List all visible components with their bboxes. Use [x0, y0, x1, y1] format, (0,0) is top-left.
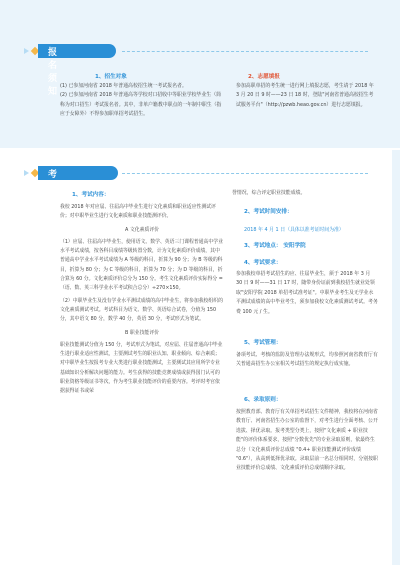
section-title: 报名须知	[48, 48, 59, 97]
eligibility-heading: 1、招生对象	[95, 74, 127, 80]
skill-eval-para: 职业技能测试分值为 150 分，考试形式为笔试。对应届、往届普通高中毕业生进行职业适应性测试，主要测试考生的职业认知、职业倾向、综合素质；对中职毕业生按报考专业大类进行职业技能测试，主要测试其应用所学专业基础知识分析解决问题的能力。考生获得的技能竞赛成绩或获得国门认可的职业资格等级证书等次，作为考生职业技能评价的重要内容。考评时考官依据获得证书或荣	[60, 341, 223, 395]
admission-text: 按照教育部、教育厅有关单招考试招生文件精神，我校将在河南省教育厅、河南省招生办公室的监督下，对考生进行全面考核、公开选拔、择优录取。报考类型分类上，按照"文化素质 + 职业技能"的评价体系要求，按照"分数优先"的专业录取原则，依最终生总分（文化素质评价总成绩 "0.4+ 职业技能测试评价成绩 "0.6"），从高到低择优录取。录取层前一名总分相同时，分别按职业技能评价总成绩、文化素质评价总成绩顺序录取。	[236, 409, 378, 472]
exam-location-heading: 3、考试地点： 安阳学院	[244, 243, 306, 249]
header-rule	[122, 173, 368, 175]
culture-eval-para-2: （2）中职毕业生及没有学业水平测试成绩的高中毕业生，将参加我校组织的文化素质测试考试。考试科目为语文、数学、英语综合试卷，分值为 150 分，其中语文 80 分，数学 40 分，英语 30 分，考试形式为笔试。	[60, 297, 223, 323]
exam-requirement-text: 参加我校单招考试招生的应、往届毕业生，须于 2018 年 3 月 30 日 9 时——31 日 17 时，随带身份证前到我校招生就业处领取"安阳学院 2018 单招考试准考证"。中职毕业考生及无学业水平测试成绩的高中毕业考生，须参加我校文化素质测试考试。考务费 100 元 / 生。	[236, 271, 378, 315]
triangle-icon	[24, 48, 29, 54]
admission-heading: 6、录取原则：	[244, 397, 282, 403]
exam-management-heading: 5、考试管理：	[244, 340, 282, 346]
exam-content-heading: 1、考试内容：	[72, 192, 110, 198]
registration-background	[0, 0, 400, 148]
application-heading: 2、志愿填报	[248, 74, 280, 80]
triangle-icon	[24, 170, 29, 176]
culture-eval-title: A 文化素质评价	[125, 226, 159, 233]
application-text	[236, 82, 374, 110]
application-paragraph: 参加高职单招的考生统一进行网上填报志愿，考生请于 2018 年 3 月 20 日 9 时——23 日 18 时，登陆"河南省普通高校招生考试服务平台"（http://pzwb.heao.gov.cn）进行志愿填报。	[236, 83, 374, 108]
exam-intro-tail: 誉情况，综合评定职业技能成绩。	[232, 190, 306, 196]
eligibility-text	[60, 82, 224, 120]
exam-time-heading: 2、考试时间安排：	[244, 209, 293, 215]
exam-content-column	[60, 203, 224, 397]
exam-intro: 我校 2018 年对应届、往届高中毕业生进行文化素质和职业适应性测试评价；对中职毕业生进行文化素质和职业技能测评价。	[60, 204, 216, 220]
eligibility-item-1: (1) 已参加河南省 2018 年普通高校招生统一考试报名者。	[60, 83, 187, 89]
exam-requirement-heading: 4、考试要求：	[244, 260, 282, 266]
skill-eval-title: B 职业技能评价	[125, 329, 159, 336]
exam-management-text: 备项考试、考核的监防及管理办法规形式，均参照河南省教育厅有关普通高招生办公室相关考试招生的规定执行成实施。	[236, 352, 378, 368]
culture-eval-para-1: （1）应届、往届高中毕业生，使用语文、数学、英语三门课程普通高中学业水平考试成绩，按各科目成绩等级转置分数，计为文化素质评价成绩，其中普通高中学业水平考试成绩为 A 等级的科目，折算为 90 分；为 B 等级的科目，折算为 80 分；为 C 等级的科目，折算为 70 分；为 D 等级的科目，折合算为 60 分。文化素质评价总分为 150 分。考生文化素质评价实际得分 =（语、数、英三科学业水平考试积合总分）÷270×150。	[60, 238, 223, 292]
header-rule	[122, 51, 368, 53]
side-strip	[392, 150, 400, 565]
eligibility-item-2: (2) 已参加河南省 2018 年普通高等学校对口招收中等职业学校毕业生（简称为对口招生）考试报名者。其中，非单户籍教中职点的一年制中职生（指应于女障外）不得参加职单招考试招生。	[60, 92, 222, 118]
exam-time-value: 2018 年 4 月 1 日（具体以准考证时间为准）	[244, 227, 344, 233]
section-title: 考试与录取	[48, 170, 59, 232]
